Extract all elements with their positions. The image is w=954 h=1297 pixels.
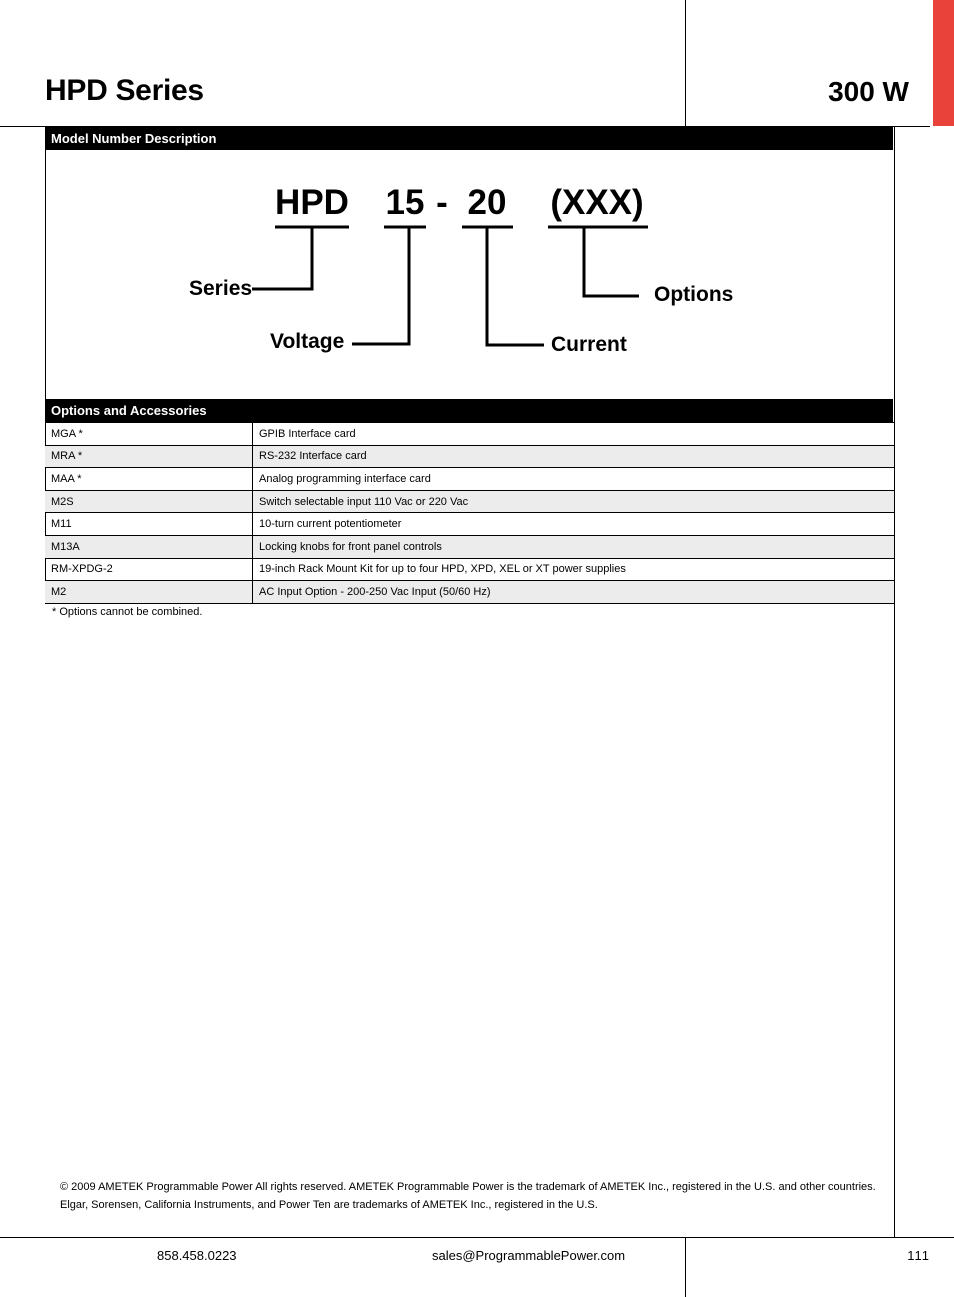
table-row (45, 468, 894, 491)
model-section-header: Model Number Description (45, 127, 893, 150)
code-voltage: 15 (385, 183, 425, 222)
leader-voltage (352, 227, 409, 344)
power-rating: 300 W (828, 76, 909, 107)
option-code: RM-XPDG-2 (45, 558, 253, 581)
option-description: GPIB Interface card (253, 423, 895, 446)
option-description: Locking knobs for front panel controls (253, 535, 895, 558)
option-description: Switch selectable input 110 Vac or 220 Vac (253, 490, 895, 513)
option-code: MAA * (45, 468, 253, 491)
copyright-line: © 2009 AMETEK Programmable Power All rights reserved. AMETEK Programmable Power is the trademark of AMETEK Inc., registered in the U.S. and other countries. (60, 1181, 876, 1193)
label-current: Current (551, 333, 627, 356)
option-code: M13A (45, 535, 253, 558)
option-description: 19-inch Rack Mount Kit for up to four HPD, XPD, XEL or XT power supplies (253, 558, 895, 581)
table-row (45, 490, 894, 513)
code-options: (XXX) (550, 183, 644, 222)
option-description: Analog programming interface card (253, 468, 895, 491)
table-row (45, 558, 894, 581)
option-code: M2S (45, 490, 253, 513)
option-code: MRA * (45, 445, 253, 468)
footer-top-rule (0, 1237, 954, 1238)
option-description: 10-turn current potentiometer (253, 513, 895, 536)
page-title: HPD Series (45, 74, 204, 107)
table-row (45, 513, 894, 536)
copyright-notice (60, 1178, 876, 1214)
table-row (45, 535, 894, 558)
leader-series (252, 227, 312, 289)
option-description: AC Input Option - 200-250 Vac Input (50/60 Hz) (253, 581, 895, 604)
label-series: Series (189, 277, 253, 300)
options-footnote: * Options cannot be combined. (52, 606, 203, 618)
leader-options (584, 227, 639, 296)
trademark-line: Elgar, Sorensen, California Instruments, and Power Ten are trademarks of AMETEK Inc., registered in the U.S. (60, 1199, 598, 1211)
options-table (45, 422, 894, 604)
option-code: M11 (45, 513, 253, 536)
model-number-diagram (0, 0, 954, 400)
leader-current (487, 227, 544, 345)
code-current: 20 (467, 183, 507, 222)
code-separator: - (436, 183, 448, 222)
code-series: HPD (275, 183, 349, 222)
footer-phone: 858.458.0223 (157, 1248, 237, 1263)
options-section-header: Options and Accessories (45, 399, 893, 422)
table-row (45, 445, 894, 468)
option-description: RS-232 Interface card (253, 445, 895, 468)
leader-lines (0, 0, 954, 400)
table-row (45, 581, 894, 604)
table-row (45, 423, 894, 446)
page-number: 111 (907, 1248, 930, 1263)
label-options: Options (654, 283, 734, 306)
option-code: M2 (45, 581, 253, 604)
footer-divider-vertical (685, 1237, 686, 1297)
footer-email[interactable]: sales@ProgrammablePower.com (432, 1248, 626, 1263)
option-code: MGA * (45, 423, 253, 446)
label-voltage: Voltage (270, 330, 345, 353)
